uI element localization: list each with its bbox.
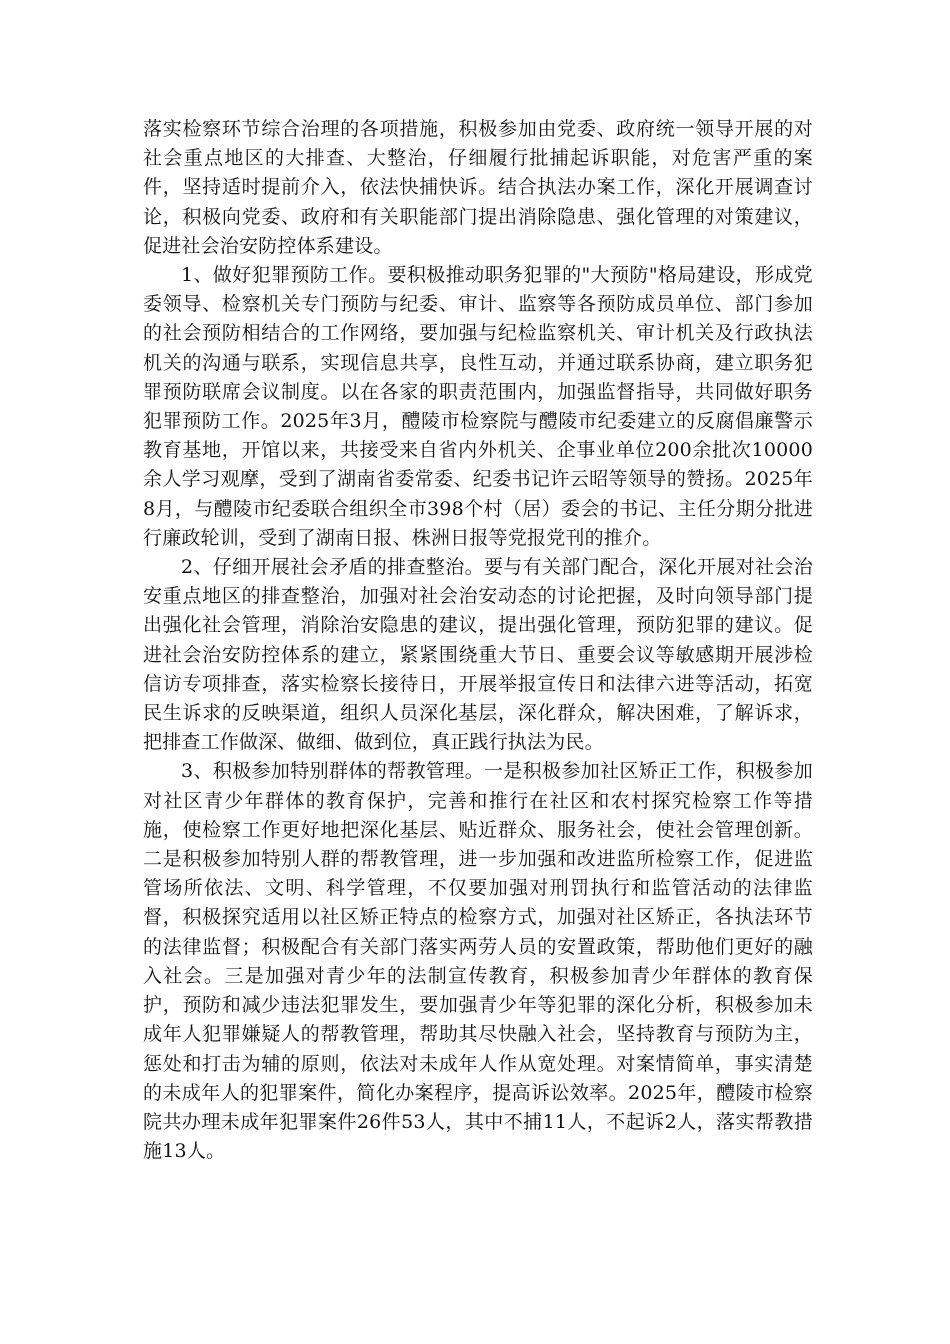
document-body	[143, 115, 813, 1166]
paragraph-conflict-investigation: 2、仔细开展社会矛盾的排查整治。要与有关部门配合，深化开展对社会治安重点地区的排查整治，加强对社会治安动态的讨论把握，及时向领导部门提出强化社会管理，消除治安隐患的建议，提出强化管理，预防犯罪的建议。促进社会治安防控体系的建立，紧紧围绕重大节日、重要会议等敏感期开展涉检信访专项排查，落实检察长接待日，开展举报宣传日和法律六进等活动，拓宽民生诉求的反映渠道，组织人员深化基层，深化群众，解决困难，了解诉求，把排查工作做深、做细、做到位，真正践行执法为民。	[143, 556, 813, 754]
paragraph-continuation: 落实检察环节综合治理的各项措施，积极参加由党委、政府统一领导开展的对社会重点地区的大排查、大整治，仔细履行批捕起诉职能，对危害严重的案件，坚持适时提前介入，依法快捕快诉。结合执法办案工作，深化开展调查讨论，积极向党委、政府和有关职能部门提出消除隐患、强化管理的对策建议，促进社会治安防控体系建设。	[143, 118, 813, 257]
paragraph-special-groups: 3、积极参加特别群体的帮教管理。一是积极参加社区矫正工作，积极参加对社区青少年群体的教育保护，完善和推行在社区和农村探究检察工作等措施，使检察工作更好地把深化基层、贴近群众、服务社会，使社会管理创新。二是积极参加特别人群的帮教管理，进一步加强和改进监所检察工作，促进监管场所依法、文明、科学管理，不仅要加强对刑罚执行和监管活动的法律监督，积极探究适用以社区矫正特点的检察方式，加强对社区矫正，各执法环节的法律监督；积极配合有关部门落实两劳人员的安置政策，帮助他们更好的融入社会。三是加强对青少年的法制宣传教育，积极参加青少年群体的教育保护，预防和减少违法犯罪发生，要加强青少年等犯罪的深化分析，积极参加未成年人犯罪嫌疑人的帮教管理，帮助其尽快融入社会，坚持教育与预防为主，惩处和打击为辅的原则，依法对未成年人作从宽处理。对案情简单，事实清楚的未成年人的犯罪案件，简化办案程序，提高诉讼效率。2025年，醴陵市检察院共办理未成年犯罪案件26件53人，其中不捕11人，不起诉2人，落实帮教措施13人。	[143, 760, 813, 1163]
paragraph-crime-prevention: 1、做好犯罪预防工作。要积极推动职务犯罪的"大预防"格局建设，形成党委领导、检察机关专门预防与纪委、审计、监察等各预防成员单位、部门参加的社会预防相结合的工作网络，要加强与纪检监察机关、审计机关及行政执法机关的沟通与联系，实现信息共享，良性互动，并通过联系协商，建立职务犯罪预防联席会议制度。以在各家的职责范围内，加强监督指导，共同做好职务犯罪预防工作。2025年3月，醴陵市检察院与醴陵市纪委建立的反腐倡廉警示教育基地，开馆以来，共接受来自省内外机关、企事业单位200余批次10000余人学习观摩，受到了湖南省委常委、纪委书记许云昭等领导的赞扬。2025年8月，与醴陵市纪委联合组织全市398个村（居）委会的书记、主任分期分批进行廉政轮训，受到了湖南日报、株洲日报等党报党刊的推介。	[143, 264, 813, 549]
